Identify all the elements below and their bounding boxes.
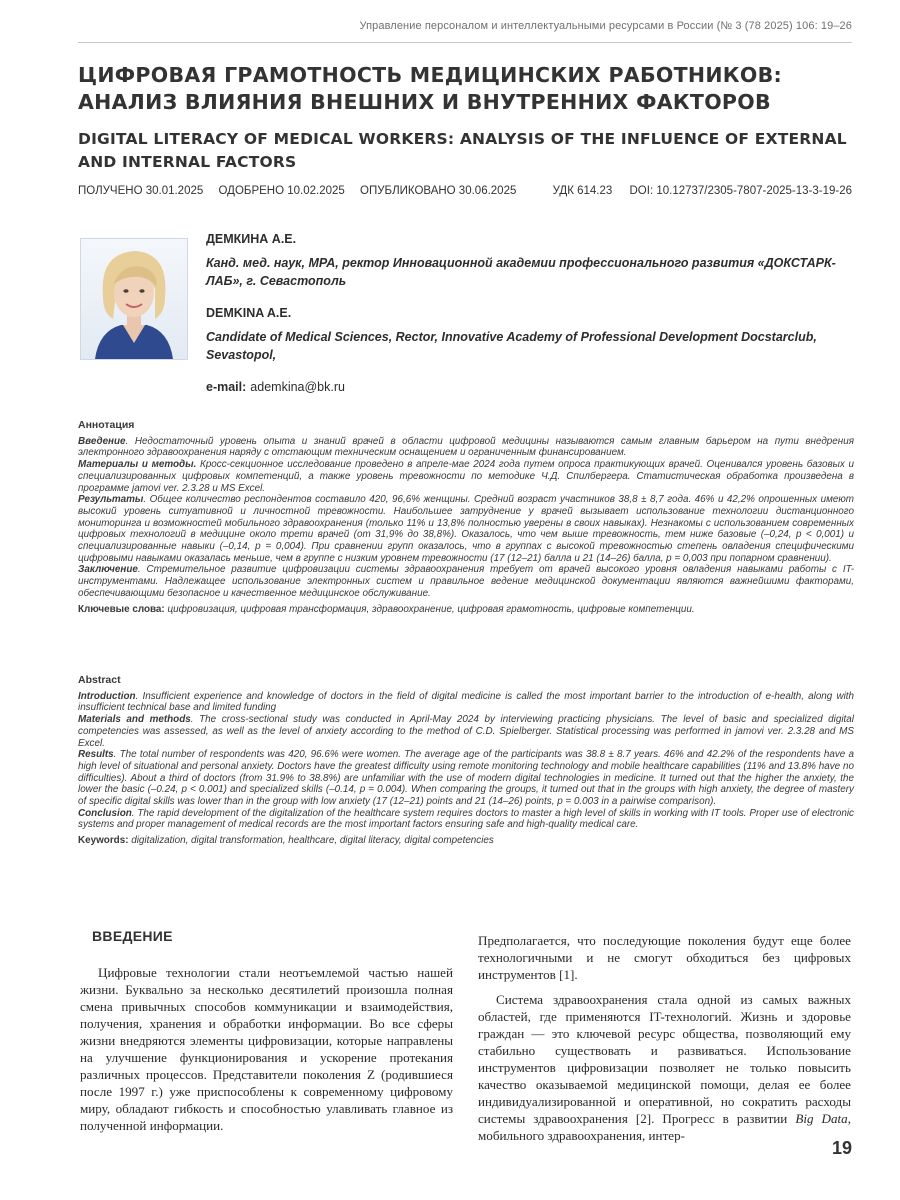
abstract-en-conclusion-label: Conclusion xyxy=(78,807,132,819)
author-photo xyxy=(80,238,188,360)
author-info xyxy=(206,230,851,396)
abstract-en-introduction xyxy=(78,691,854,714)
author-name-en: DEMKINA A.E. xyxy=(206,306,292,320)
article-title-en: DIGITAL LITERACY OF MEDICAL WORKERS: ANALYSIS OF THE INFLUENCE OF EXTERNAL AND INTERNAL FACTORS xyxy=(78,130,847,171)
abstract-en-methods-label: Materials and methods xyxy=(78,714,191,726)
received-date: ПОЛУЧЕНО 30.01.2025 xyxy=(78,185,204,197)
body-text: , мобильного здравоохранения, интер- xyxy=(478,1111,851,1143)
abstract-en xyxy=(78,675,854,847)
body-paragraph: Предполагается, что последующие поколения будут еще более технологичными и не смогут обходиться без цифровых инструментов [1]. xyxy=(478,933,851,982)
abstract-en-results xyxy=(78,749,854,808)
body-paragraph: Цифровые технологии стали неотъемлемой частью нашей жизни. Буквально за несколько десятилетий произошла полная смена привычных способов коммуникации и взаимодействия, получения, хранения и обработки информации. Во все сферы жизни внедряются элементы цифровизации, которые направлены на улучшение функционирования и ускорение протекания различных процессов. Представители поколения Z (родившиеся после 1997 г.) уже приспособлены к современному цифровому миру, обладают гибкость и способностью улавливать главное из полученной информации. xyxy=(80,965,453,1133)
abstract-ru-introduction xyxy=(78,436,854,459)
author-email xyxy=(206,378,851,396)
page-number: 19 xyxy=(831,1138,852,1158)
abstract-en-results-label: Results xyxy=(78,749,114,761)
author-affiliation-ru: Канд. мед. наук, MPA, ректор Инновационной академии профессионального развития «ДОКСТАРК-ЛАБ», г. Севастополь xyxy=(206,256,836,288)
publication-meta xyxy=(78,185,852,197)
email-label: e-mail: xyxy=(206,380,247,394)
author-name-ru: ДЕМКИНА А.Е. xyxy=(206,232,297,246)
abstract-ru-intro-label: Введение xyxy=(78,435,126,447)
author-portrait-image xyxy=(81,239,187,359)
abstract-ru xyxy=(78,420,854,615)
body-paragraph xyxy=(478,991,851,1144)
abstract-ru-intro-text: . Недостаточный уровень опыта и знаний врачей в области цифровой медицины называются самым главным барьером на пути внедрения электронного здравоохранения наряду с отстающим техническим оснащением и ограниченным финансированием. xyxy=(78,435,854,459)
keywords-ru-text: цифровизация, цифровая трансформация, здравоохранение, цифровая грамотность, цифровые компетенции. xyxy=(164,603,695,615)
abstract-ru-methods xyxy=(78,459,854,494)
email-link[interactable]: ademkina@bk.ru xyxy=(250,380,345,394)
article-title-ru: ЦИФРОВАЯ ГРАМОТНОСТЬ МЕДИЦИНСКИХ РАБОТНИКОВ: АНАЛИЗ ВЛИЯНИЯ ВНЕШНИХ И ВНУТРЕННИХ ФАКТОРОВ xyxy=(78,63,783,114)
running-head: Управление персоналом и интеллектуальными ресурсами в России (№ 3 (78 2025) 106: 19–26 xyxy=(359,20,852,32)
body-text: Система здравоохранения стала одной из самых важных областей, где применяются IT-технологий. Жизнь и здоровье граждан — это ключевой ресурс общества, позволяющий ему стабильно существовать и развиваться. Использование инструментов цифровизации позволяет не только повысить качество оказываемой медицинской помощи, делая ее более индивидуализированной и оперативной, но сократить расходы системы здравоохранения [2]. Прогресс в развитии xyxy=(478,992,851,1126)
section-heading-introduction: ВВЕДЕНИЕ xyxy=(92,928,173,944)
abstract-en-intro-label: Introduction xyxy=(78,690,136,702)
abstract-en-methods-text: . The cross-sectional study was conducted in April-May 2024 by interviewing practicing physicians. The level of basic and specialized digital competencies was assessed, as well as the level of anxiety according to the method of C.D. Spielberger. Statistical processing was performed in jamovi ver. 2.3.28 and MS Excel. xyxy=(78,714,854,749)
abstract-en-intro-text: . Insufficient experience and knowledge of doctors in the field of digital medicine is called the most important barrier to the introduction of e-health, along with insufficient technical base and limited funding xyxy=(78,690,854,714)
abstract-ru-conclusion xyxy=(78,564,854,599)
keywords-en-text: digitalization, digital transformation, healthcare, digital literacy, digital competencies xyxy=(128,835,494,847)
body-column-left xyxy=(80,964,453,1134)
body-emphasis: Big Data xyxy=(795,1111,848,1126)
body-column-right xyxy=(478,932,851,1144)
abstract-ru-methods-text: Кросс-секционное исследование проведено в апреле-мае 2024 года путем опроса практикующих врачей. Оценивался уровень базовых и специализированных цифровых компетенций, а также уровень тревожности по методике Ч.Д. Спилбергера. Статистическая обработка произведена в программе jamovi ver. 2.3.28 и MS Excel. xyxy=(78,459,855,494)
abstract-en-conclusion-text: . The rapid development of the digitalization of the healthcare system requires doctors to master a high level of skills in working with IT tools. Proper use of electronic systems and proper management of medical records are the most important factors ensuring safe and high-quality medical care. xyxy=(78,807,854,831)
header-divider xyxy=(78,42,852,43)
abstract-ru-results-label: Результаты xyxy=(78,494,144,506)
approved-date: ОДОБРЕНО 10.02.2025 xyxy=(218,185,345,197)
abstract-en-conclusion xyxy=(78,808,854,831)
abstract-ru-heading: Аннотация xyxy=(78,419,135,431)
abstract-en-heading: Abstract xyxy=(78,674,121,686)
keywords-ru xyxy=(78,604,854,616)
abstract-en-methods xyxy=(78,714,854,749)
udc-code: УДК 614.23 xyxy=(552,185,613,197)
abstract-ru-methods-label: Материалы и методы. xyxy=(78,459,197,471)
keywords-en-label: Keywords: xyxy=(78,835,129,847)
keywords-ru-label: Ключевые слова: xyxy=(78,603,165,615)
abstract-ru-results xyxy=(78,494,854,564)
abstract-en-results-text: . The total number of respondents was 420, 96.6% were women. The average age of the participants was 38.8 ± 8.7 years. 46% and 42.2% of the respondents have a high level of situational and personal anxiety. Doctors have the greatest difficulty using remote monitoring technology and mobile healthcare capabilities (11% and 13.8% have no difficulties). About a third of doctors (from 31.9% to 38.8%) are unfamiliar with the use of modern digital technologies in medicine. It turned out that the higher the anxiety, the lower the basic (–0.24, p < 0.001) and specialized skills (–0.14, p = 0.004). When comparing the groups, it turned out that in the groups with high anxiety, the degree of mastery of specific digital skills was lower than in the group with low anxiety (17 (12–21) points and 21 (14–26) points, p = 0.003 in a pairwise comparison). xyxy=(78,749,854,808)
abstract-ru-conclusion-text: . Стремительное развитие цифровизации системы здравоохранения требует от врачей высокого уровня овладения навыками работы с IT-инструментами. Надлежащее использование электронных систем и правильное ведение медицинской документации являются важнейшими факторами, обеспечивающими безопасное и качественное медицинское обслуживание. xyxy=(78,564,854,599)
published-date: ОПУБЛИКОВАНО 30.06.2025 xyxy=(360,185,517,197)
abstract-ru-conclusion-label: Заключение xyxy=(78,564,138,576)
doi: DOI: 10.12737/2305-7807-2025-13-3-19-26 xyxy=(629,185,852,197)
abstract-ru-results-text: . Общее количество респондентов составило 420, 96,6% женщины. Средний возраст участников 38,8 ± 8,7 года. 46% и 42,2% опрошенных имеют высокий уровень ситуативной и личностной тревожности. Наибольшее затруднение у врачей вызывает использование технологии дистанционного мониторинга и возможностей мобильного здравоохранения (только 11% и 13,8% полностью уверены в своих навыках). Незнакомы с использованием современных цифровых технологий в медицине около трети врачей (от 31,9% до 38,8%). Оказалось, что чем выше тревожность, тем ниже базовые (–0,24, p < 0,001) и специализированные навыки (–0,14, p = 0,004). При сравнении групп оказалось, что в группах с высокой тревожностью степень овладения специфическими цифровыми навыками оказалась меньше, чем в группе с низким уровнем тревожности (17 (12–21) балла и 21 (14–26) балла, p = 0,003 при попарном сравнении). xyxy=(78,494,854,564)
author-affiliation-en: Candidate of Medical Sciences, Rector, Innovative Academy of Professional Development Docstarclub, Sevastopol, xyxy=(206,330,817,362)
keywords-en xyxy=(78,835,854,847)
